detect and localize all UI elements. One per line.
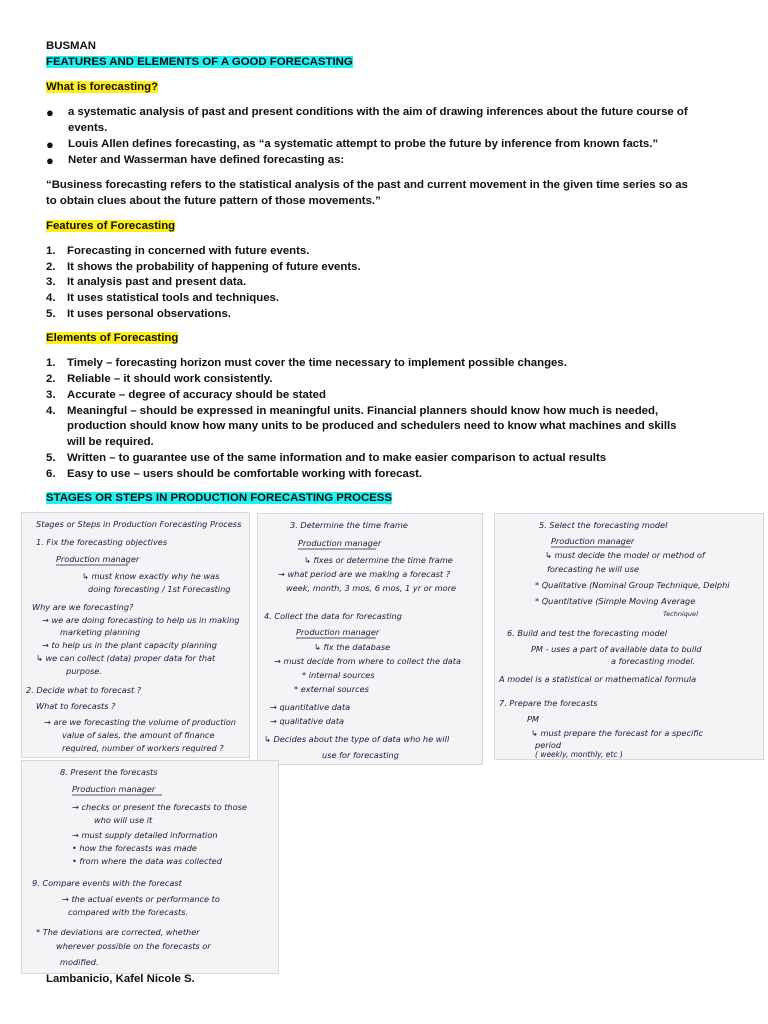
- note-line: → checks or present the forecasts to those: [72, 802, 247, 812]
- list-text: Reliable – it should work consistently.: [67, 373, 273, 385]
- note-line: * Qualitative (Nominal Group Technique, Delphi: [535, 580, 730, 590]
- list-number: 5.: [46, 452, 56, 464]
- note-line: → are we forecasting the volume of production: [44, 717, 236, 727]
- list-text: Meaningful – should be expressed in meaningful units. Financial planners should know how much is needed,: [67, 405, 659, 417]
- note-line: Production manager: [72, 784, 156, 794]
- note-line: Production manager: [56, 554, 140, 564]
- note-line: ↳ must prepare the forecast for a specific: [531, 728, 704, 738]
- what-is-heading-text: What is forecasting?: [46, 81, 159, 93]
- note-line: 6. Build and test the forecasting model: [507, 628, 667, 638]
- stages-heading: [46, 492, 392, 504]
- note-line: ↳ Decides about the type of data who he will: [264, 734, 450, 744]
- note-line: * external sources: [294, 684, 369, 694]
- note-line: week, month, 3 mos, 6 mos, 1 yr or more: [286, 583, 457, 593]
- list-text: Forecasting in concerned with future events.: [67, 245, 310, 257]
- note-line: Why are we forecasting?: [32, 602, 134, 612]
- note-line: → quantitative data: [270, 702, 351, 712]
- note-line: use for forecasting: [322, 750, 399, 760]
- note-line: ↳ fixes or determine the time frame: [304, 555, 453, 565]
- notes-photo-1-ink: [22, 513, 249, 757]
- list-text: Timely – forecasting horizon must cover the time necessary to implement possible changes.: [67, 357, 567, 369]
- note-line: PM: [527, 714, 540, 724]
- list-number: 2.: [46, 373, 56, 385]
- list-number: 6.: [46, 468, 56, 480]
- note-line: 4. Collect the data for forecasting: [264, 611, 402, 621]
- note-line: Stages or Steps in Production Forecasting Process: [36, 519, 242, 529]
- note-line: • how the forecasts was made: [72, 843, 197, 853]
- note-line: modified.: [60, 957, 99, 967]
- note-line: ↳ must decide the model or method of: [545, 550, 705, 560]
- list-number: 2.: [46, 261, 56, 273]
- note-line: 5. Select the forecasting model: [539, 520, 668, 530]
- note-line: What to forecasts ?: [36, 701, 116, 711]
- notes-photo-3: [494, 513, 764, 760]
- list-number: 3.: [46, 276, 56, 288]
- stages-heading-text: STAGES OR STEPS IN PRODUCTION FORECASTING PROCESS: [46, 492, 392, 504]
- note-line: wherever possible on the forecasts or: [56, 941, 211, 951]
- note-line: 8. Present the forecasts: [60, 767, 158, 777]
- notes-photo-3-ink: [495, 514, 763, 759]
- note-line: PM - uses a part of available data to build: [531, 644, 702, 654]
- note-line: 7. Prepare the forecasts: [499, 698, 598, 708]
- bullet-icon: ●: [46, 153, 54, 168]
- note-line: → we are doing forecasting to help us in making: [42, 615, 240, 625]
- document-title-text: FEATURES AND ELEMENTS OF A GOOD FORECASTING: [46, 56, 353, 68]
- note-line: 9. Compare events with the forecast: [32, 878, 182, 888]
- list-text: It analysis past and present data.: [67, 276, 247, 288]
- note-line: purpose.: [66, 666, 102, 676]
- bullet-text: events.: [68, 122, 108, 134]
- note-line: A model is a statistical or mathematical formula: [499, 674, 697, 684]
- note-line: period: [535, 740, 562, 750]
- notes-photo-4-ink: [22, 761, 278, 973]
- note-line: ↳ must know exactly why he was: [82, 571, 220, 581]
- note-line: Production manager: [551, 536, 635, 546]
- note-line: ↳ fix the database: [314, 642, 391, 652]
- notes-photo-4: [21, 760, 279, 974]
- bullet-icon: ●: [46, 105, 54, 120]
- list-text: It uses personal observations.: [67, 308, 231, 320]
- note-line: * The deviations are corrected, whether: [36, 927, 200, 937]
- list-text: It uses statistical tools and techniques.: [67, 292, 280, 304]
- document-title: [46, 56, 353, 68]
- list-text: production should know how many units to be produced and schedulers need to know what machines and skills: [67, 420, 677, 432]
- note-line: compared with the forecasts.: [68, 907, 189, 917]
- note-line: Technique): [663, 610, 699, 618]
- note-line: ( weekly, monthly, etc ): [535, 750, 623, 759]
- list-number: 1.: [46, 245, 56, 257]
- note-line: → the actual events or performance to: [62, 894, 220, 904]
- note-line: forecasting he will use: [547, 564, 639, 574]
- note-line: Production manager: [296, 627, 380, 637]
- bullet-icon: ●: [46, 137, 54, 152]
- note-line: → to help us in the plant capacity planning: [42, 640, 217, 650]
- elements-heading: [46, 332, 178, 344]
- note-line: value of sales, the amount of finance: [62, 730, 215, 740]
- note-line: 3. Determine the time frame: [290, 520, 408, 530]
- note-line: who will use it: [94, 815, 153, 825]
- list-text: It shows the probability of happening of future events.: [67, 261, 361, 273]
- note-line: • from where the data was collected: [72, 856, 222, 866]
- bullet-text: Louis Allen defines forecasting, as “a systematic attempt to probe the future by inference from known facts.”: [68, 138, 659, 150]
- notes-photo-2: [257, 513, 483, 765]
- note-line: a forecasting model.: [611, 656, 696, 666]
- note-line: → must supply detailed information: [72, 830, 218, 840]
- course-label: BUSMAN: [46, 40, 96, 52]
- note-line: Production manager: [298, 538, 382, 548]
- list-text: will be required.: [67, 436, 154, 448]
- list-number: 5.: [46, 308, 56, 320]
- note-line: marketing planning: [60, 627, 141, 637]
- bullet-text: Neter and Wasserman have defined forecasting as:: [68, 154, 345, 166]
- notes-photo-2-ink: [258, 514, 482, 764]
- list-number: 4.: [46, 292, 56, 304]
- what-is-heading: [46, 81, 158, 93]
- quote-line: to obtain clues about the future pattern of those movements.”: [46, 195, 381, 207]
- list-text: Easy to use – users should be comfortable working with forecast.: [67, 468, 423, 480]
- note-line: 1. Fix the forecasting objectives: [36, 537, 168, 547]
- note-line: 2. Decide what to forecast ?: [26, 685, 142, 695]
- note-line: * internal sources: [302, 670, 375, 680]
- list-number: 1.: [46, 357, 56, 369]
- list-number: 4.: [46, 405, 56, 417]
- note-line: → what period are we making a forecast ?: [278, 569, 451, 579]
- note-line: → must decide from where to collect the data: [274, 656, 462, 666]
- list-number: 3.: [46, 389, 56, 401]
- note-line: required, number of workers required ?: [62, 743, 224, 753]
- list-text: Accurate – degree of accuracy should be stated: [67, 389, 326, 401]
- note-line: doing forecasting / 1st Forecasting: [88, 584, 231, 594]
- notes-photo-1: [21, 512, 250, 758]
- author-name: Lambanicio, Kafel Nicole S.: [46, 973, 195, 985]
- features-heading-text: Features of Forecasting: [46, 220, 176, 232]
- quote-line: “Business forecasting refers to the statistical analysis of the past and current movement in the given time series so as: [46, 179, 688, 191]
- features-heading: [46, 220, 175, 232]
- note-line: → qualitative data: [270, 716, 345, 726]
- note-line: ↳ we can collect (data) proper data for that: [36, 653, 216, 663]
- bullet-text: a systematic analysis of past and present conditions with the aim of drawing inferences about the future course of: [68, 106, 688, 118]
- list-text: Written – to guarantee use of the same information and to make easier comparison to actual results: [67, 452, 607, 464]
- note-line: * Quantitative (Simple Moving Average: [535, 596, 696, 606]
- elements-heading-text: Elements of Forecasting: [46, 332, 179, 344]
